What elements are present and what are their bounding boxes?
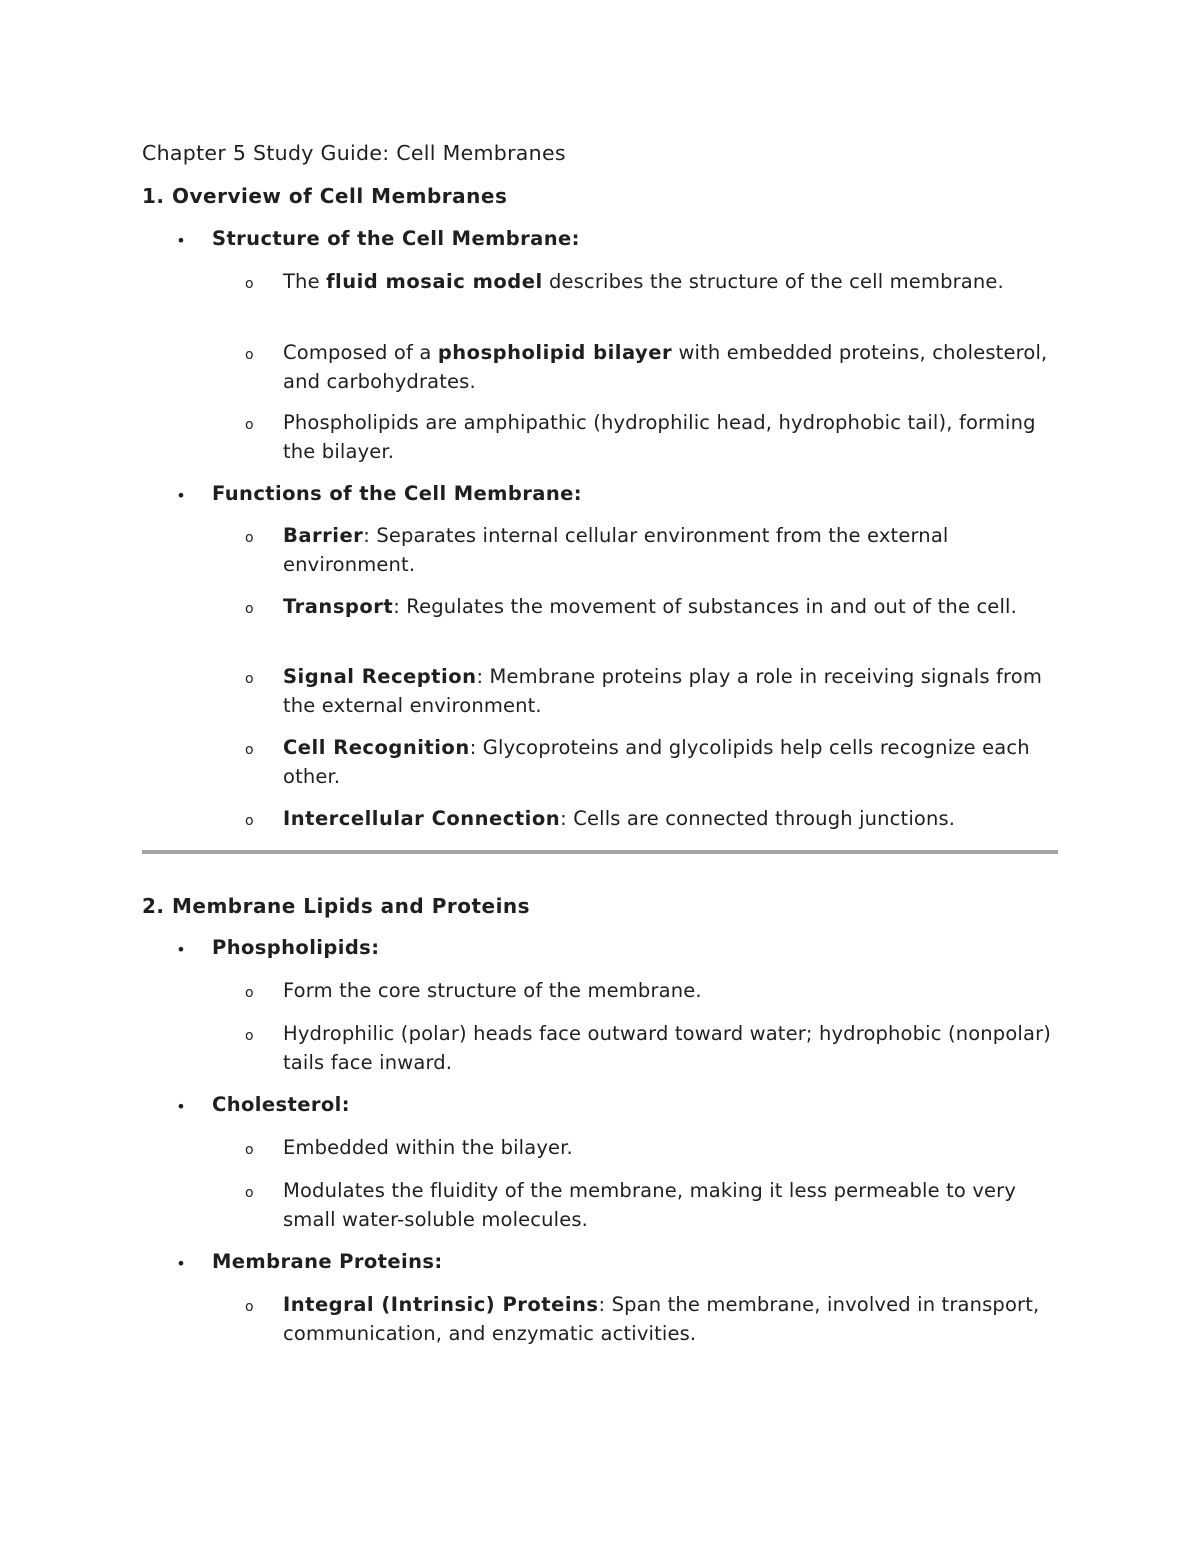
list-item xyxy=(283,1291,1073,1348)
item-term: Barrier xyxy=(283,524,364,547)
bullet-marker: • xyxy=(176,231,186,250)
section-heading-overview: 1. Overview of Cell Membranes xyxy=(142,184,508,208)
horizontal-rule xyxy=(142,850,1058,854)
sub-marker: o xyxy=(245,1185,254,1201)
sub-marker: o xyxy=(245,1299,254,1315)
item-text: Hydrophilic (polar) heads face outward toward water; hydrophobic (nonpolar) tails face inward. xyxy=(283,1022,1052,1074)
subheading-functions: Functions of the Cell Membrane: xyxy=(212,482,582,505)
bullet-marker: • xyxy=(176,1254,186,1273)
sub-marker: o xyxy=(245,601,254,617)
list-item xyxy=(283,339,1073,396)
item-text: Form the core structure of the membrane. xyxy=(283,979,702,1002)
item-text: The xyxy=(283,270,327,293)
list-item xyxy=(283,663,1073,720)
item-text: : Regulates the movement of substances in and out of the cell. xyxy=(393,595,1017,618)
list-item xyxy=(283,805,1073,834)
subheading-membrane-proteins: Membrane Proteins: xyxy=(212,1250,443,1273)
list-item xyxy=(283,522,1073,579)
subheading-structure: Structure of the Cell Membrane: xyxy=(212,227,580,250)
item-term: phospholipid bilayer xyxy=(437,341,673,364)
sub-marker: o xyxy=(245,276,254,292)
item-text: : Membrane proteins play a role in receiving signals from the external environment. xyxy=(283,665,1042,717)
item-text: Phospholipids are amphipathic (hydrophilic head, hydrophobic tail), forming the bilayer. xyxy=(283,411,1036,463)
sub-marker: o xyxy=(245,742,254,758)
sub-marker: o xyxy=(245,671,254,687)
item-text: : Glycoproteins and glycolipids help cells recognize each other. xyxy=(283,736,1030,788)
section-heading-lipids-proteins: 2. Membrane Lipids and Proteins xyxy=(142,894,531,918)
item-term: Intercellular Connection xyxy=(283,807,561,830)
subheading-phospholipids: Phospholipids: xyxy=(212,936,380,959)
list-item xyxy=(283,734,1073,791)
list-item xyxy=(283,268,1073,297)
sub-marker: o xyxy=(245,985,254,1001)
item-term: Cell Recognition xyxy=(283,736,470,759)
bullet-marker: • xyxy=(176,486,186,505)
bullet-marker: • xyxy=(176,940,186,959)
item-text: : Separates internal cellular environment from the external environment. xyxy=(283,524,949,576)
item-text: with embedded proteins, cholesterol, and carbohydrates. xyxy=(283,341,1048,393)
sub-marker: o xyxy=(245,417,254,433)
item-text: Modulates the fluidity of the membrane, making it less permeable to very small water-soluble molecules. xyxy=(283,1179,1017,1231)
bullet-marker: • xyxy=(176,1097,186,1116)
sub-marker: o xyxy=(245,1028,254,1044)
item-term: Integral (Intrinsic) Proteins xyxy=(283,1293,599,1316)
sub-marker: o xyxy=(245,530,254,546)
item-text: Composed of a xyxy=(283,341,438,364)
item-term: fluid mosaic model xyxy=(326,270,543,293)
sub-marker: o xyxy=(245,347,254,363)
list-item xyxy=(283,1177,1073,1234)
list-item xyxy=(283,1020,1073,1077)
list-item xyxy=(283,977,1073,1006)
list-item xyxy=(283,409,1073,466)
item-term: Signal Reception xyxy=(283,665,477,688)
item-text: describes the structure of the cell membrane. xyxy=(542,270,1004,293)
item-text: : Cells are connected through junctions. xyxy=(560,807,956,830)
list-item xyxy=(283,1134,1073,1163)
sub-marker: o xyxy=(245,813,254,829)
item-text: : Span the membrane, involved in transport, communication, and enzymatic activities. xyxy=(283,1293,1040,1345)
sub-marker: o xyxy=(245,1142,254,1158)
item-text: Embedded within the bilayer. xyxy=(283,1136,573,1159)
list-item xyxy=(283,593,1073,622)
item-term: Transport xyxy=(283,595,394,618)
document-title: Chapter 5 Study Guide: Cell Membranes xyxy=(142,141,566,165)
subheading-cholesterol: Cholesterol: xyxy=(212,1093,350,1116)
